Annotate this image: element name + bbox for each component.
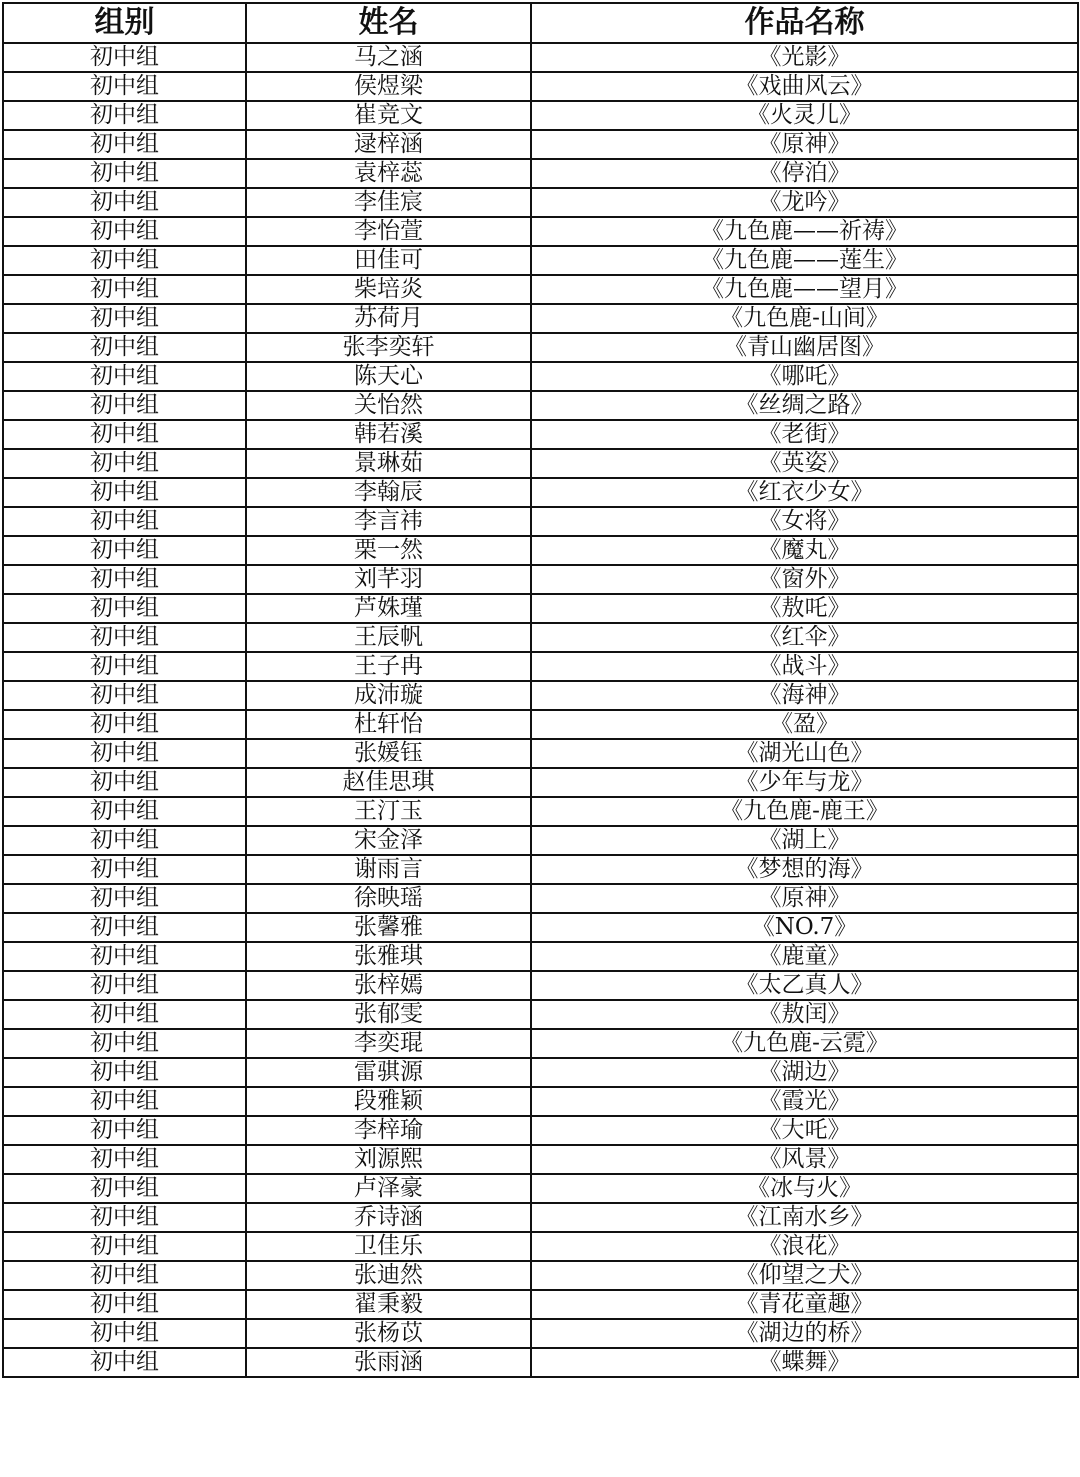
cell-group: 初中组 bbox=[3, 855, 246, 884]
cell-name: 张迪然 bbox=[246, 1261, 531, 1290]
table-row bbox=[3, 971, 1078, 1000]
cell-work-title: 《九色鹿-云霓》 bbox=[531, 1029, 1078, 1058]
cell-work-title: 《戏曲风云》 bbox=[531, 72, 1078, 101]
table-row bbox=[3, 913, 1078, 942]
cell-group: 初中组 bbox=[3, 1116, 246, 1145]
cell-work-title: 《江南水乡》 bbox=[531, 1203, 1078, 1232]
header-work-title: 作品名称 bbox=[531, 3, 1078, 43]
cell-name: 关怡然 bbox=[246, 391, 531, 420]
cell-group: 初中组 bbox=[3, 623, 246, 652]
table-row bbox=[3, 1116, 1078, 1145]
cell-name: 谢雨言 bbox=[246, 855, 531, 884]
table-row bbox=[3, 681, 1078, 710]
cell-group: 初中组 bbox=[3, 797, 246, 826]
table-row bbox=[3, 246, 1078, 275]
cell-work-title: 《战斗》 bbox=[531, 652, 1078, 681]
cell-work-title: 《盈》 bbox=[531, 710, 1078, 739]
cell-work-title: 《九色鹿——祈祷》 bbox=[531, 217, 1078, 246]
cell-work-title: 《停泊》 bbox=[531, 159, 1078, 188]
cell-group: 初中组 bbox=[3, 942, 246, 971]
table-row bbox=[3, 768, 1078, 797]
table-row bbox=[3, 333, 1078, 362]
cell-name: 张雅琪 bbox=[246, 942, 531, 971]
cell-work-title: 《海神》 bbox=[531, 681, 1078, 710]
table-row bbox=[3, 594, 1078, 623]
cell-group: 初中组 bbox=[3, 362, 246, 391]
cell-group: 初中组 bbox=[3, 710, 246, 739]
cell-group: 初中组 bbox=[3, 478, 246, 507]
cell-group: 初中组 bbox=[3, 1029, 246, 1058]
cell-group: 初中组 bbox=[3, 913, 246, 942]
table-row bbox=[3, 159, 1078, 188]
cell-work-title: 《湖光山色》 bbox=[531, 739, 1078, 768]
cell-name: 张媛钰 bbox=[246, 739, 531, 768]
cell-name: 卫佳乐 bbox=[246, 1232, 531, 1261]
table-body bbox=[3, 43, 1078, 1377]
cell-group: 初中组 bbox=[3, 72, 246, 101]
cell-group: 初中组 bbox=[3, 1290, 246, 1319]
cell-group: 初中组 bbox=[3, 1058, 246, 1087]
cell-group: 初中组 bbox=[3, 246, 246, 275]
cell-name: 王汀玉 bbox=[246, 797, 531, 826]
cell-name: 徐映瑶 bbox=[246, 884, 531, 913]
table-row bbox=[3, 1261, 1078, 1290]
cell-name: 段雅颖 bbox=[246, 1087, 531, 1116]
table-row bbox=[3, 1174, 1078, 1203]
cell-name: 刘源熙 bbox=[246, 1145, 531, 1174]
cell-work-title: 《敖吒》 bbox=[531, 594, 1078, 623]
cell-group: 初中组 bbox=[3, 1319, 246, 1348]
cell-group: 初中组 bbox=[3, 1145, 246, 1174]
table-row bbox=[3, 130, 1078, 159]
cell-name: 张杨苡 bbox=[246, 1319, 531, 1348]
cell-name: 翟秉毅 bbox=[246, 1290, 531, 1319]
cell-work-title: 《原神》 bbox=[531, 884, 1078, 913]
cell-work-title: 《冰与火》 bbox=[531, 1174, 1078, 1203]
cell-name: 李翰辰 bbox=[246, 478, 531, 507]
cell-group: 初中组 bbox=[3, 971, 246, 1000]
cell-group: 初中组 bbox=[3, 188, 246, 217]
cell-name: 张郁雯 bbox=[246, 1000, 531, 1029]
table-row bbox=[3, 1087, 1078, 1116]
cell-group: 初中组 bbox=[3, 1261, 246, 1290]
cell-name: 陈天心 bbox=[246, 362, 531, 391]
table-row bbox=[3, 478, 1078, 507]
table-row bbox=[3, 217, 1078, 246]
cell-name: 马之涵 bbox=[246, 43, 531, 72]
cell-group: 初中组 bbox=[3, 565, 246, 594]
cell-group: 初中组 bbox=[3, 43, 246, 72]
table-row bbox=[3, 362, 1078, 391]
roster-table bbox=[2, 2, 1079, 1378]
cell-work-title: 《哪吒》 bbox=[531, 362, 1078, 391]
cell-work-title: 《霞光》 bbox=[531, 1087, 1078, 1116]
cell-work-title: 《红衣少女》 bbox=[531, 478, 1078, 507]
cell-name: 侯煜梁 bbox=[246, 72, 531, 101]
cell-work-title: 《鹿童》 bbox=[531, 942, 1078, 971]
cell-name: 栗一然 bbox=[246, 536, 531, 565]
table-row bbox=[3, 536, 1078, 565]
cell-group: 初中组 bbox=[3, 1087, 246, 1116]
cell-group: 初中组 bbox=[3, 130, 246, 159]
cell-name: 李言祎 bbox=[246, 507, 531, 536]
table-row bbox=[3, 43, 1078, 72]
cell-work-title: 《英姿》 bbox=[531, 449, 1078, 478]
cell-group: 初中组 bbox=[3, 739, 246, 768]
cell-work-title: 《湖边》 bbox=[531, 1058, 1078, 1087]
cell-name: 王辰帆 bbox=[246, 623, 531, 652]
cell-name: 韩若溪 bbox=[246, 420, 531, 449]
table-row bbox=[3, 565, 1078, 594]
cell-group: 初中组 bbox=[3, 217, 246, 246]
cell-name: 张梓嫣 bbox=[246, 971, 531, 1000]
table-row bbox=[3, 1232, 1078, 1261]
cell-group: 初中组 bbox=[3, 333, 246, 362]
table-row bbox=[3, 1000, 1078, 1029]
table-row bbox=[3, 855, 1078, 884]
table-row bbox=[3, 101, 1078, 130]
cell-name: 张馨雅 bbox=[246, 913, 531, 942]
table-row bbox=[3, 391, 1078, 420]
table-row bbox=[3, 1203, 1078, 1232]
cell-group: 初中组 bbox=[3, 536, 246, 565]
table-row bbox=[3, 1029, 1078, 1058]
cell-work-title: 《原神》 bbox=[531, 130, 1078, 159]
cell-work-title: 《红伞》 bbox=[531, 623, 1078, 652]
cell-work-title: 《仰望之犬》 bbox=[531, 1261, 1078, 1290]
table-header-row bbox=[3, 3, 1078, 43]
table-row bbox=[3, 797, 1078, 826]
cell-work-title: 《火灵儿》 bbox=[531, 101, 1078, 130]
cell-group: 初中组 bbox=[3, 275, 246, 304]
cell-name: 成沛璇 bbox=[246, 681, 531, 710]
cell-name: 宋金泽 bbox=[246, 826, 531, 855]
header-name: 姓名 bbox=[246, 3, 531, 43]
cell-work-title: 《梦想的海》 bbox=[531, 855, 1078, 884]
table-row bbox=[3, 420, 1078, 449]
cell-group: 初中组 bbox=[3, 507, 246, 536]
cell-name: 袁梓蕊 bbox=[246, 159, 531, 188]
cell-work-title: 《青山幽居图》 bbox=[531, 333, 1078, 362]
cell-work-title: 《魔丸》 bbox=[531, 536, 1078, 565]
cell-name: 李梓瑜 bbox=[246, 1116, 531, 1145]
cell-work-title: 《九色鹿——望月》 bbox=[531, 275, 1078, 304]
cell-group: 初中组 bbox=[3, 652, 246, 681]
cell-name: 李怡萱 bbox=[246, 217, 531, 246]
cell-name: 李奕琨 bbox=[246, 1029, 531, 1058]
cell-name: 张雨涵 bbox=[246, 1348, 531, 1377]
cell-name: 李佳宸 bbox=[246, 188, 531, 217]
cell-group: 初中组 bbox=[3, 1232, 246, 1261]
table-row bbox=[3, 188, 1078, 217]
cell-name: 柴培炎 bbox=[246, 275, 531, 304]
table-row bbox=[3, 826, 1078, 855]
cell-name: 张李奕轩 bbox=[246, 333, 531, 362]
cell-group: 初中组 bbox=[3, 884, 246, 913]
cell-group: 初中组 bbox=[3, 768, 246, 797]
cell-group: 初中组 bbox=[3, 594, 246, 623]
table-row bbox=[3, 623, 1078, 652]
table-row bbox=[3, 884, 1078, 913]
cell-work-title: 《风景》 bbox=[531, 1145, 1078, 1174]
table-row bbox=[3, 72, 1078, 101]
table-row bbox=[3, 507, 1078, 536]
cell-work-title: 《老街》 bbox=[531, 420, 1078, 449]
table-row bbox=[3, 1348, 1078, 1377]
table-row bbox=[3, 652, 1078, 681]
table-row bbox=[3, 739, 1078, 768]
cell-group: 初中组 bbox=[3, 101, 246, 130]
table-row bbox=[3, 449, 1078, 478]
cell-group: 初中组 bbox=[3, 1000, 246, 1029]
cell-work-title: 《浪花》 bbox=[531, 1232, 1078, 1261]
cell-name: 乔诗涵 bbox=[246, 1203, 531, 1232]
cell-work-title: 《窗外》 bbox=[531, 565, 1078, 594]
cell-name: 杜轩怡 bbox=[246, 710, 531, 739]
table-row bbox=[3, 1319, 1078, 1348]
cell-work-title: 《九色鹿-山间》 bbox=[531, 304, 1078, 333]
cell-work-title: 《太乙真人》 bbox=[531, 971, 1078, 1000]
table-row bbox=[3, 1058, 1078, 1087]
cell-work-title: 《敖闰》 bbox=[531, 1000, 1078, 1029]
cell-group: 初中组 bbox=[3, 420, 246, 449]
table-row bbox=[3, 710, 1078, 739]
cell-name: 雷骐源 bbox=[246, 1058, 531, 1087]
cell-name: 芦姝瑾 bbox=[246, 594, 531, 623]
cell-name: 逯梓涵 bbox=[246, 130, 531, 159]
cell-name: 刘芊羽 bbox=[246, 565, 531, 594]
cell-group: 初中组 bbox=[3, 304, 246, 333]
table-row bbox=[3, 275, 1078, 304]
cell-group: 初中组 bbox=[3, 159, 246, 188]
table-row bbox=[3, 1145, 1078, 1174]
cell-name: 景琳茹 bbox=[246, 449, 531, 478]
cell-work-title: 《少年与龙》 bbox=[531, 768, 1078, 797]
cell-work-title: 《女将》 bbox=[531, 507, 1078, 536]
table-row bbox=[3, 1290, 1078, 1319]
cell-group: 初中组 bbox=[3, 1203, 246, 1232]
cell-work-title: 《丝绸之路》 bbox=[531, 391, 1078, 420]
table-row bbox=[3, 304, 1078, 333]
cell-work-title: 《湖边的桥》 bbox=[531, 1319, 1078, 1348]
cell-work-title: 《NO.7》 bbox=[531, 913, 1078, 942]
cell-group: 初中组 bbox=[3, 681, 246, 710]
cell-group: 初中组 bbox=[3, 391, 246, 420]
cell-group: 初中组 bbox=[3, 1348, 246, 1377]
cell-name: 卢泽豪 bbox=[246, 1174, 531, 1203]
cell-name: 崔竞文 bbox=[246, 101, 531, 130]
cell-work-title: 《龙吟》 bbox=[531, 188, 1078, 217]
cell-name: 王子冉 bbox=[246, 652, 531, 681]
cell-group: 初中组 bbox=[3, 449, 246, 478]
table-row bbox=[3, 942, 1078, 971]
cell-work-title: 《九色鹿——莲生》 bbox=[531, 246, 1078, 275]
header-group: 组别 bbox=[3, 3, 246, 43]
cell-group: 初中组 bbox=[3, 1174, 246, 1203]
cell-work-title: 《青花童趣》 bbox=[531, 1290, 1078, 1319]
cell-work-title: 《湖上》 bbox=[531, 826, 1078, 855]
cell-work-title: 《蝶舞》 bbox=[531, 1348, 1078, 1377]
cell-name: 田佳可 bbox=[246, 246, 531, 275]
cell-work-title: 《大吒》 bbox=[531, 1116, 1078, 1145]
cell-name: 苏荷月 bbox=[246, 304, 531, 333]
cell-work-title: 《九色鹿-鹿王》 bbox=[531, 797, 1078, 826]
cell-work-title: 《光影》 bbox=[531, 43, 1078, 72]
cell-group: 初中组 bbox=[3, 826, 246, 855]
cell-name: 赵佳思琪 bbox=[246, 768, 531, 797]
